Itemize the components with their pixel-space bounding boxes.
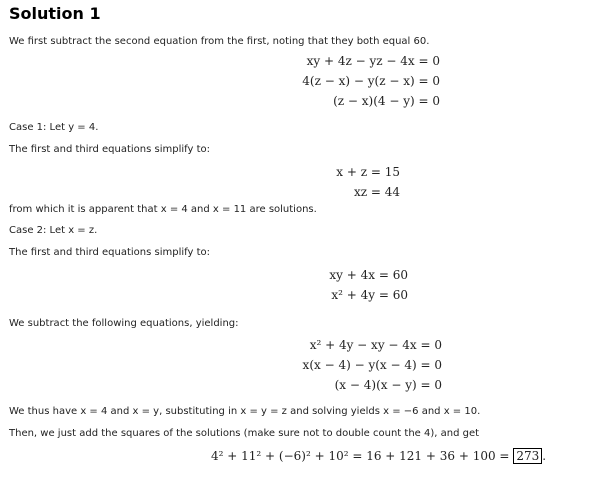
case-1-simplify-text: The first and third equations simplify to: [9,144,210,155]
subtract-text: We subtract the following equations, yielding: [9,318,239,329]
final-period: . [542,449,547,463]
equation-3-line-1: xy + 4x = 60 [329,268,408,282]
paragraph-intro: We first subtract the second equation from the first, noting that they both equal 60. [9,36,430,47]
final-step-text: Then, we just add the squares of the solutions (make sure not to double count the 4), and get [9,428,480,439]
case-2-label: Case 2: Let x = z. [9,225,98,236]
equation-2-line-2: xz = 44 [353,185,400,199]
solutions-text: We thus have x = 4 and x = y, substituting in x = y = z and solving yields x = −6 and x = 10. [9,406,481,417]
equation-1-line-1: xy + 4z − yz − 4x = 0 [306,54,440,68]
equation-2-line-1: x + z = 15 [336,165,400,179]
equation-4-line-3: (x − 4)(x − y) = 0 [334,378,442,392]
section-heading: Solution 1 [9,4,101,23]
final-equation [211,449,546,463]
answer-box: 273 [513,448,542,464]
equation-1-line-3: (z − x)(4 − y) = 0 [333,94,440,108]
equation-1-line-2: 4(z − x) − y(z − x) = 0 [302,74,440,88]
case-2-simplify-text: The first and third equations simplify to: [9,247,210,258]
case-1-conclusion: from which it is apparent that x = 4 and x = 11 are solutions. [9,204,317,215]
equation-4-line-1: x² + 4y − xy − 4x = 0 [309,338,442,352]
case-1-label: Case 1: Let y = 4. [9,122,99,133]
final-equation-expression: 4² + 11² + (−6)² + 10² = 16 + 121 + 36 + 100 = [211,449,510,463]
equation-3-line-2: x² + 4y = 60 [331,288,408,302]
equation-4-line-2: x(x − 4) − y(x − 4) = 0 [302,358,442,372]
